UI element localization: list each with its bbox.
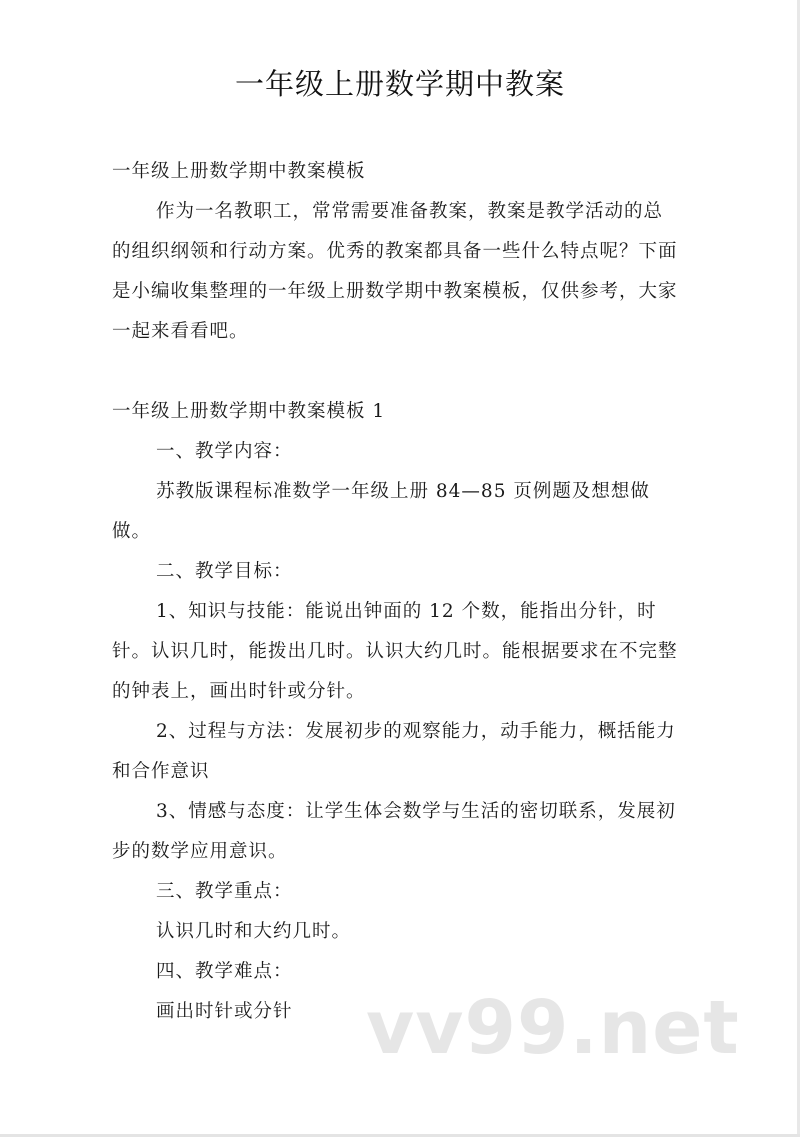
watermark: vv99.net [366,985,740,1071]
document-title: 一年级上册数学期中教案 [234,67,565,101]
item-goal-knowledge: 1、知识与技能：能说出钟面的 12 个数，能指出分针，时针。认识几时，能拨出几时。认识大约几时。能根据要求在不完整的钟表上，画出时针或分针。 [112,601,678,702]
item-goal-process: 2、过程与方法：发展初步的观察能力，动手能力，概括能力和合作意识 [112,721,676,782]
intro-heading: 一年级上册数学期中教案模板 [112,161,366,182]
item-key-points: 认识几时和大约几时。 [156,921,352,942]
item-teaching-goals-heading: 二、教学目标： [156,561,293,582]
item-difficulties-heading: 四、教学难点： [156,961,293,982]
section-heading: 一年级上册数学期中教案模板 1 [112,401,386,422]
paragraph-spacer [112,352,680,392]
item-teaching-content-heading: 一、教学内容： [156,441,293,462]
document-body [112,152,680,1032]
item-key-points-heading: 三、教学重点： [156,881,293,902]
intro-paragraph: 作为一名教职工，常常需要准备教案，教案是教学活动的总的组织纲领和行动方案。优秀的教案都具备一些什么特点呢？下面是小编收集整理的一年级上册数学期中教案模板，仅供参考，大家一起来看看吧。 [112,201,678,342]
item-goal-emotion: 3、情感与态度：让学生体会数学与生活的密切联系，发展初步的数学应用意识。 [112,801,676,862]
item-difficulties: 画出时针或分针 [156,1001,293,1022]
item-teaching-content: 苏教版课程标准数学一年级上册 84—85 页例题及想想做做。 [112,481,650,542]
